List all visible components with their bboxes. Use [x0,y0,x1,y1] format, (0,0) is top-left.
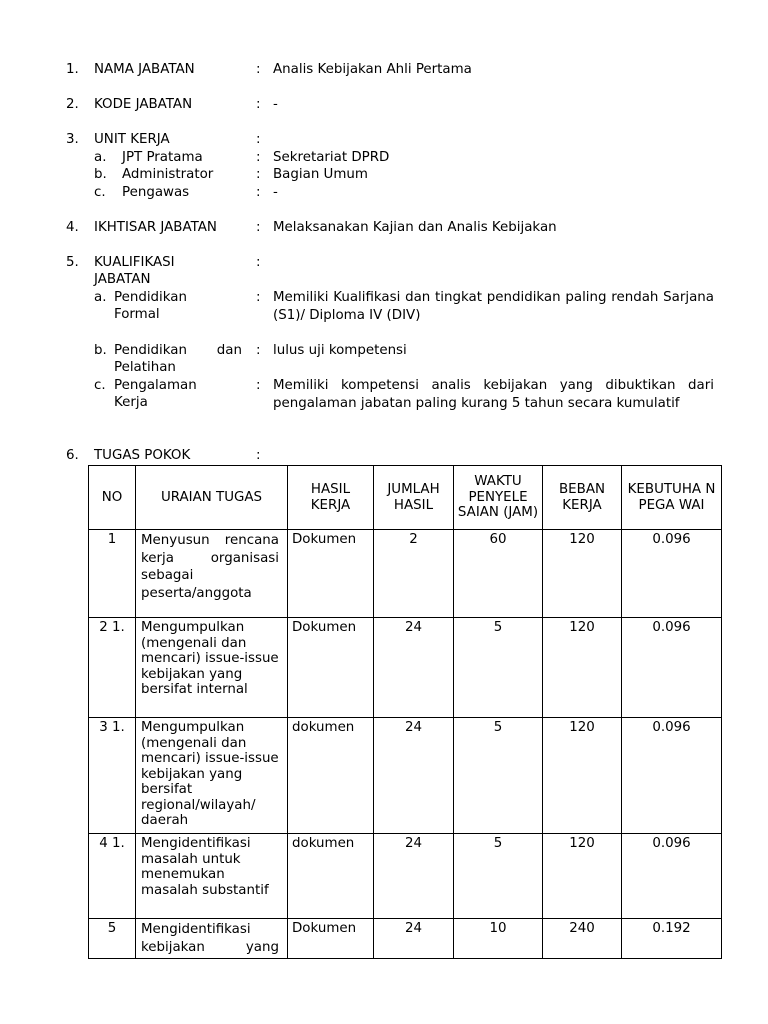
header-jumlah-hasil: JUMLAH HASIL [374,466,454,530]
colon: : [256,290,261,305]
cell-kebutuhan: 0.096 [622,530,722,618]
sub-letter: c. [94,378,106,393]
cell-kebutuhan: 0.096 [622,718,722,834]
cell-uraian: Mengumpulkan (mengenali dan mencari) issue-issue kebijakan yang bersifat regional/wilayah/ daerah [136,718,288,834]
sub-value: Bagian Umum [273,167,368,182]
sub-letter: a. [94,150,107,165]
sub-letter: a. [94,290,107,305]
sub-label-line2: Formal [114,307,160,322]
section-number: 5. [66,255,79,270]
section-number: 4. [66,220,79,235]
cell-waktu: 5 [454,618,543,718]
cell-uraian-text: Menyusun rencana kerja organisasi sebagai peserta/anggota [141,533,279,601]
cell-jumlah: 24 [374,618,454,718]
header-uraian-tugas: URAIAN TUGAS [136,466,288,530]
table-row [89,834,722,919]
sub-letter: c. [94,185,106,200]
sub-value: Memiliki Kualifikasi dan tingkat pendidikan paling rendah Sarjana (S1)/ Diploma IV (DIV) [273,290,714,323]
cell-kebutuhan: 0.192 [622,919,722,959]
colon: : [256,448,261,463]
sub-value: Sekretariat DPRD [273,150,390,165]
sub-label: Pengalaman [114,378,197,393]
section-number: 6. [66,448,79,463]
table-row [89,618,722,718]
cell-hasil: Dokumen [288,919,374,959]
cell-uraian: Mengidentifikasi masalah untuk menemukan masalah substantif [136,834,288,919]
sub-label: Pendidikan dan [114,343,242,358]
header-hasil-kerja: HASIL KERJA [288,466,374,530]
cell-beban: 120 [543,834,622,919]
sub-value: - [273,185,278,200]
cell-uraian: Mengumpulkan (mengenali dan mencari) issue-issue kebijakan yang bersifat internal [136,618,288,718]
sub-letter: b. [94,343,107,358]
header-kebutuhan-pegawai: KEBUTUHA N PEGA WAI [622,466,722,530]
field-value: Analis Kebijakan Ahli Pertama [273,62,472,77]
sub-value: Memiliki kompetensi analis kebijakan yang dibuktikan dari pengalaman jabatan paling kurang 5 tahun secara kumulatif [273,378,714,411]
cell-beban: 120 [543,618,622,718]
tugas-pokok-table [88,465,722,959]
table-row [89,919,722,959]
cell-hasil: Dokumen [288,618,374,718]
cell-waktu: 5 [454,834,543,919]
colon: : [256,220,261,235]
header-beban-kerja: BEBAN KERJA [543,466,622,530]
sub-label-line2: Kerja [114,395,148,410]
colon: : [256,132,261,147]
sub-label: JPT Pratama [122,150,203,165]
cell-jumlah: 24 [374,919,454,959]
cell-uraian [136,919,288,959]
colon: : [256,185,261,200]
section-number: 1. [66,62,79,77]
cell-hasil: Dokumen [288,530,374,618]
colon: : [256,97,261,112]
section-number: 2. [66,97,79,112]
field-label: IKHTISAR JABATAN [94,220,217,235]
cell-waktu: 10 [454,919,543,959]
colon: : [256,343,261,358]
cell-no: 3 1. [89,718,136,834]
sub-label-line2: Pelatihan [114,360,176,375]
table-row [89,718,722,834]
sub-value: lulus uji kompetensi [273,343,407,358]
table-header-row [89,466,722,530]
field-label: NAMA JABATAN [94,62,195,77]
header-waktu-penyelesaian: WAKTU PENYELE SAIAN (JAM) [454,466,543,530]
cell-kebutuhan: 0.096 [622,618,722,718]
cell-jumlah: 2 [374,530,454,618]
cell-no: 1 [89,530,136,618]
cell-no: 4 1. [89,834,136,919]
cell-hasil: dokumen [288,834,374,919]
field-label: TUGAS POKOK [94,448,191,463]
cell-waktu: 5 [454,718,543,834]
sub-label: Pengawas [122,185,190,200]
colon: : [256,255,261,270]
colon: : [256,62,261,77]
cell-hasil: dokumen [288,718,374,834]
colon: : [256,150,261,165]
cell-jumlah: 24 [374,718,454,834]
colon: : [256,167,261,182]
cell-uraian-text: Mengidentifikasi kebijakan yang [141,922,279,955]
field-label: UNIT KERJA [94,132,170,147]
field-label: KODE JABATAN [94,97,193,112]
sub-label: Pendidikan [114,290,187,305]
field-value: - [273,97,278,112]
cell-beban: 120 [543,718,622,834]
cell-beban: 240 [543,919,622,959]
field-label-line2: JABATAN [94,272,151,287]
field-value: Melaksanakan Kajian dan Analis Kebijakan [273,220,557,235]
cell-kebutuhan: 0.096 [622,834,722,919]
section-number: 3. [66,132,79,147]
table-row [89,530,722,618]
field-label: KUALIFIKASI [94,255,175,270]
colon: : [256,378,261,393]
cell-jumlah: 24 [374,834,454,919]
cell-uraian [136,530,288,618]
cell-beban: 120 [543,530,622,618]
cell-waktu: 60 [454,530,543,618]
cell-no: 2 1. [89,618,136,718]
sub-letter: b. [94,167,107,182]
sub-label: Administrator [122,167,214,182]
cell-no: 5 [89,919,136,959]
header-no: NO [89,466,136,530]
